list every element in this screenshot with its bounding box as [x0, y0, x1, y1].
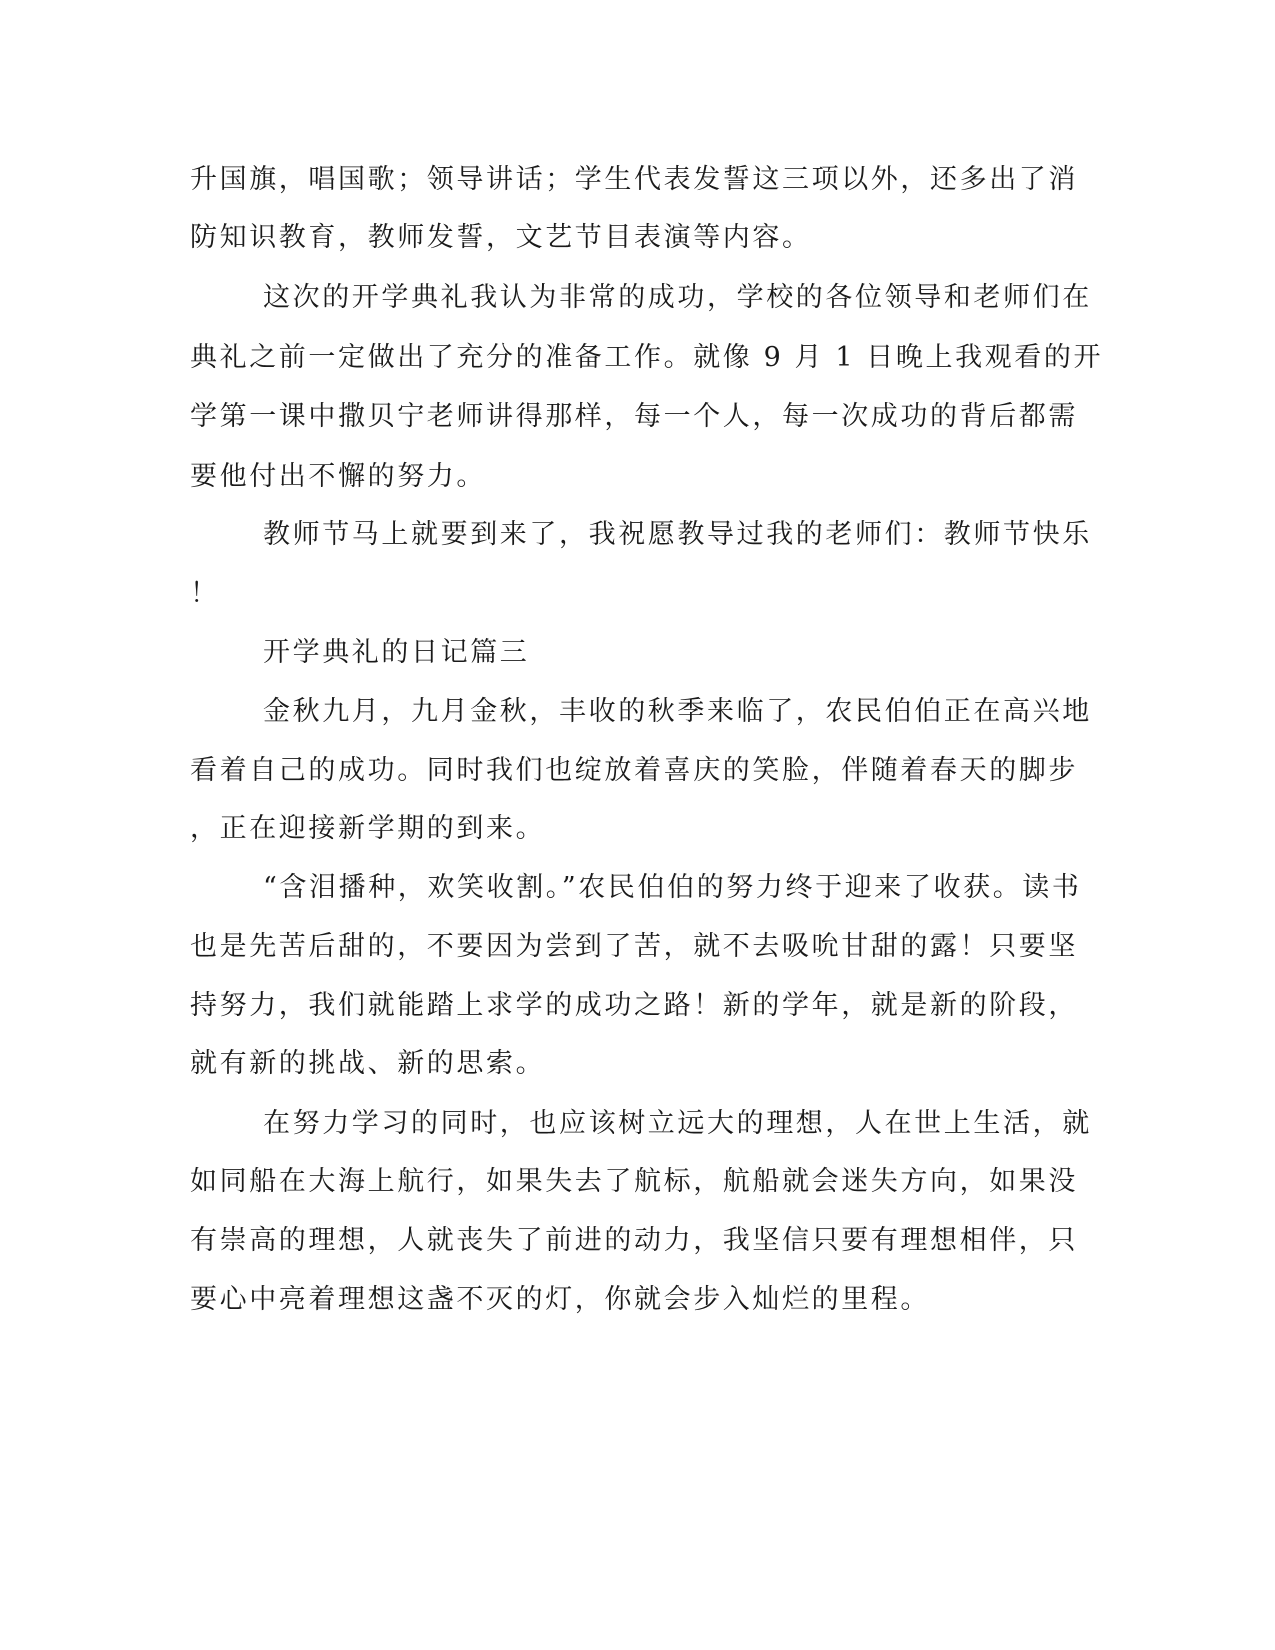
- paragraph-start-line: “含泪播种，欢笑收割。”农民伯伯的努力终于迎来了收获。读书: [263, 872, 1082, 903]
- text-line: ！: [190, 578, 220, 609]
- paragraph-start-line: 在努力学习的同时，也应该树立远大的理想，人在世上生活，就: [263, 1108, 1092, 1139]
- text-line: 就有新的挑战、新的思索。: [190, 1048, 546, 1079]
- text-line: 升国旗，唱国歌；领导讲话；学生代表发誓这三项以外，还多出了消: [190, 164, 1078, 195]
- paragraph-start-line: 金秋九月，九月金秋，丰收的秋季来临了，农民伯伯正在高兴地: [263, 696, 1092, 727]
- paragraph-start-line: 教师节马上就要到来了，我祝愿教导过我的老师们：教师节快乐: [263, 519, 1092, 550]
- text-line: ，正在迎接新学期的到来。: [190, 813, 546, 844]
- text-line: 学第一课中撒贝宁老师讲得那样，每一个人，每一次成功的背后都需: [190, 401, 1078, 432]
- text-line: 防知识教育，教师发誓，文艺节目表演等内容。: [190, 222, 812, 253]
- text-line: 如同船在大海上航行，如果失去了航标，航船就会迷失方向，如果没: [190, 1166, 1078, 1197]
- paragraph-start-line: 这次的开学典礼我认为非常的成功，学校的各位领导和老师们在: [263, 282, 1092, 313]
- text-line: 也是先苦后甜的，不要因为尝到了苦，就不去吸吮甘甜的露！只要坚: [190, 931, 1078, 962]
- text-line: 有崇高的理想，人就丧失了前进的动力，我坚信只要有理想相伴，只: [190, 1225, 1078, 1256]
- text-line: 看着自己的成功。同时我们也绽放着喜庆的笑脸，伴随着春天的脚步: [190, 755, 1078, 786]
- text-line: 要他付出不懈的努力。: [190, 461, 486, 492]
- text-line: 持努力，我们就能踏上求学的成功之路！新的学年，就是新的阶段，: [190, 990, 1078, 1021]
- text-line: 典礼之前一定做出了充分的准备工作。就像 9 月 1 日晚上我观看的开: [190, 342, 1104, 373]
- section-heading: 开学典礼的日记篇三: [263, 637, 530, 668]
- text-line: 要心中亮着理想这盏不灭的灯，你就会步入灿烂的里程。: [190, 1284, 930, 1315]
